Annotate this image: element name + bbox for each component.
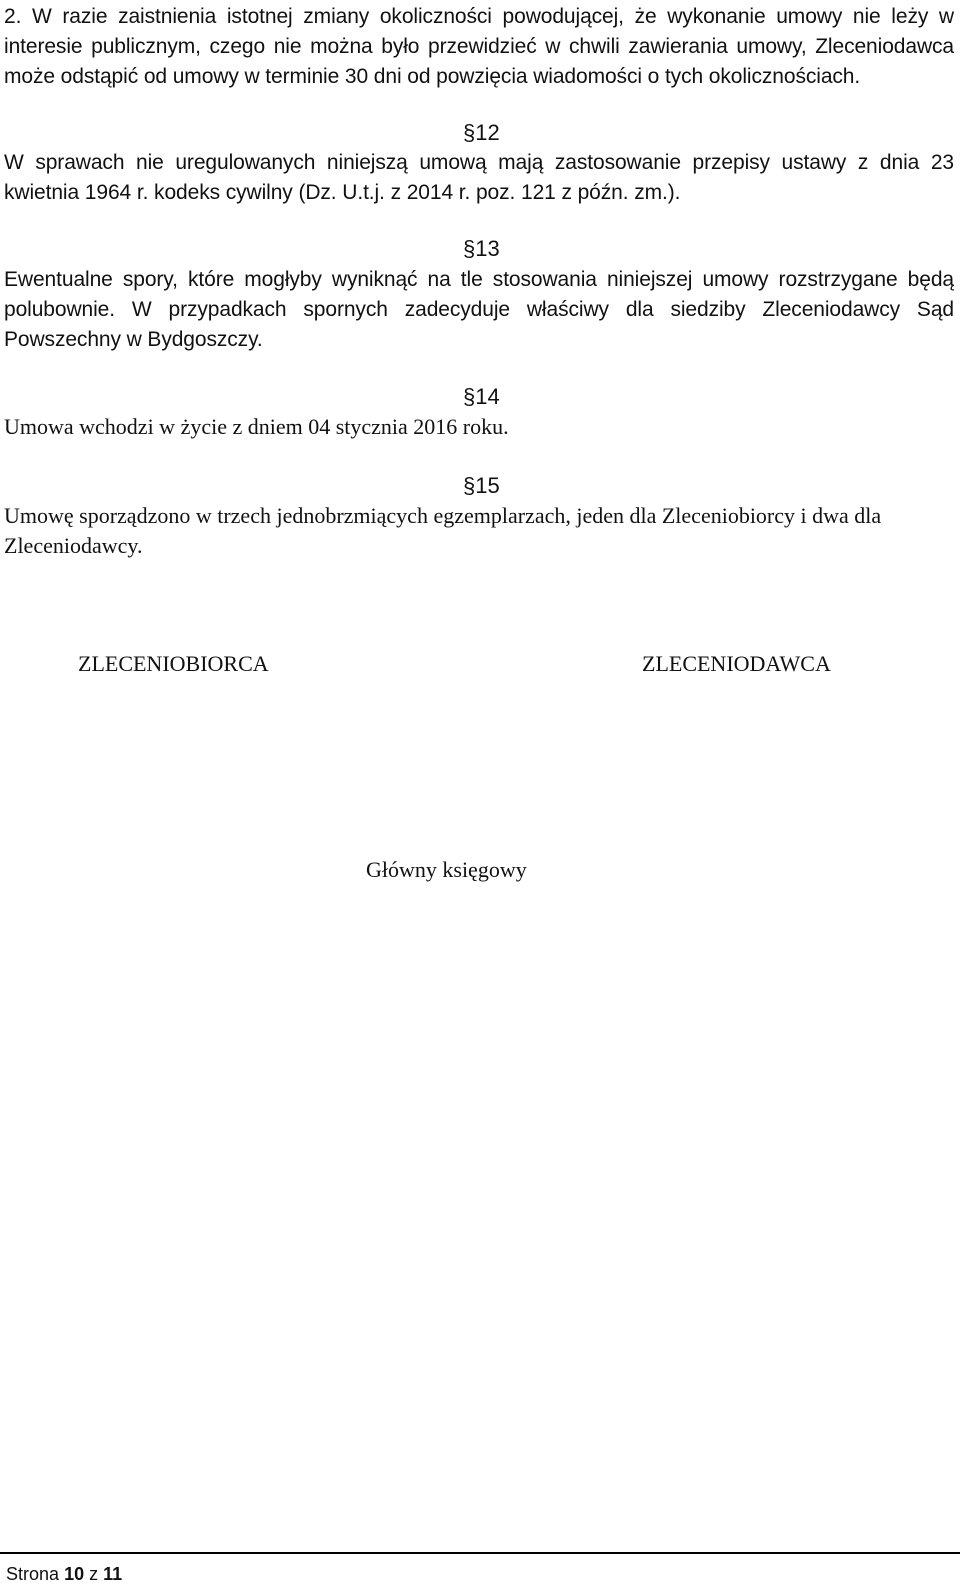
section-12-text: W sprawach nie uregulowanych niniejszą umową mają zastosowanie przepisy ustawy z dnia 23 kwietnia 1964 r. kodeks cywilny (Dz. U.t.j. z 2014 r. poz. 121 z późn. zm.). — [4, 151, 954, 204]
section-13-heading: §13 — [463, 236, 500, 261]
section-14-text: Umowa wchodzi w życie z dniem 04 stycznia 2016 roku. — [4, 414, 509, 439]
section-14-heading: §14 — [463, 384, 500, 409]
footer-of: z — [89, 1564, 99, 1584]
footer-page-number: 10 — [64, 1564, 85, 1584]
section-15-heading: §15 — [463, 473, 500, 498]
page-footer — [6, 1562, 122, 1586]
footer-prefix: Strona — [6, 1564, 60, 1584]
signature-glowny-ksiegowy: Główny księgowy — [366, 857, 527, 882]
paragraph-2 — [4, 2, 954, 92]
signature-zleceniodawca: ZLECENIODAWCA — [642, 651, 831, 676]
section-15-text: Umowę sporządzono w trzech jednobrzmiących egzemplarzach, jeden dla Zleceniobiorcy i dwa dla Zleceniodawcy. — [4, 503, 882, 558]
section-12-heading: §12 — [463, 120, 500, 145]
footer-total-pages: 11 — [103, 1564, 123, 1584]
section-13-text: Ewentualne spory, które mogłyby wyniknąć na tle stosowania niniejszej umowy rozstrzygane będą polubownie. W przypadkach spornych zadecyduje właściwy dla siedziby Zleceniodawcy Sąd Powszechny w Bydgoszczy. — [4, 268, 954, 351]
signature-zleceniobiorca: ZLECENIOBIORCA — [78, 651, 269, 676]
paragraph-2-text: W razie zaistnienia istotnej zmiany okoliczności powodującej, że wykonanie umowy nie leży w interesie publicznym, czego nie można było przewidzieć w chwili zawierania umowy, Zleceniodawca może odstąpić od umowy w terminie 30 dni od powzięcia wiadomości o tych okolicznościach. — [4, 5, 954, 88]
footer-divider — [0, 1552, 960, 1554]
paragraph-2-number: 2. — [4, 5, 22, 28]
